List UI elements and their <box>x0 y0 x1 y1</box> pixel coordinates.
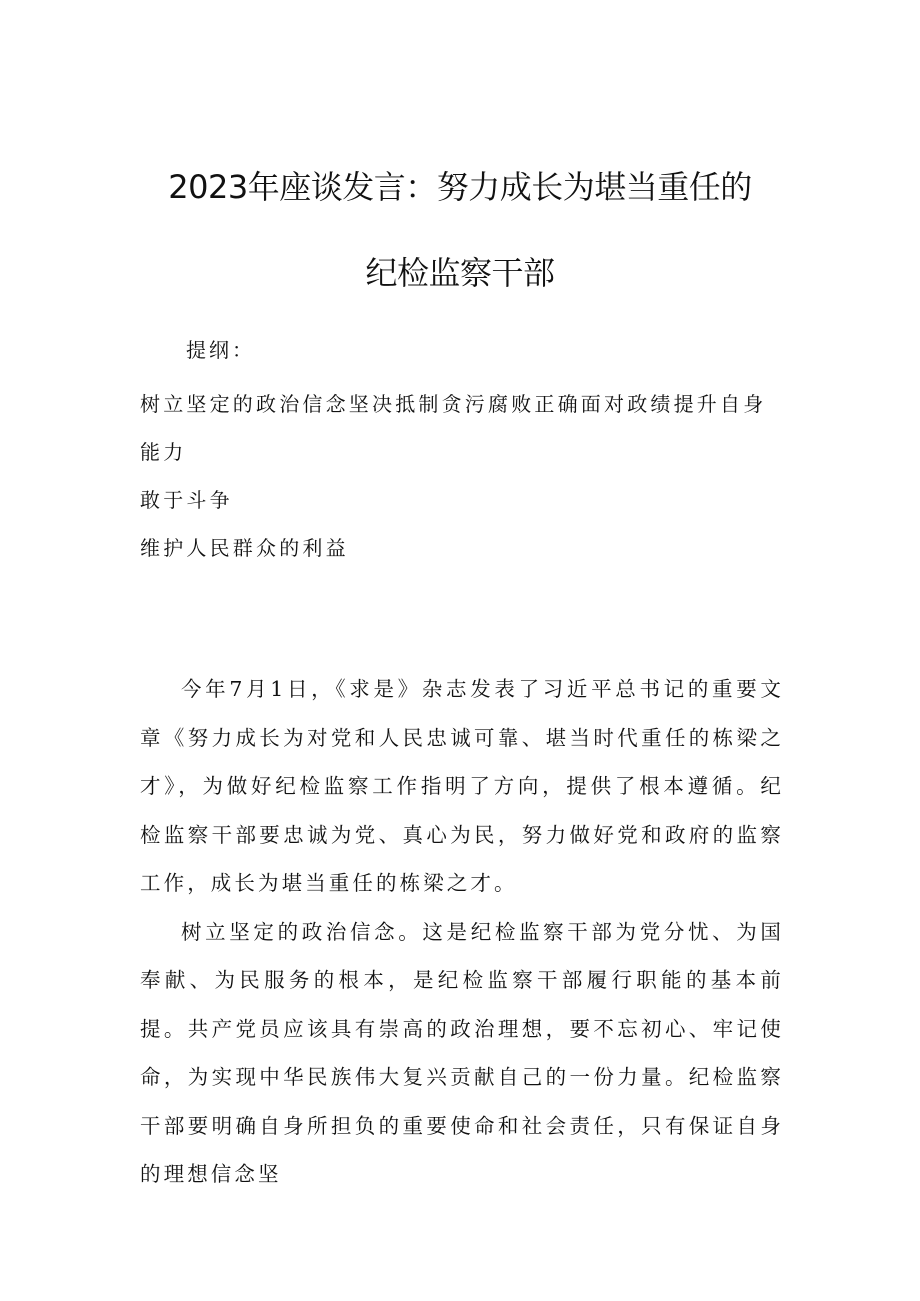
outline-item: 维护人民群众的利益 <box>140 536 349 560</box>
body-paragraph: 树立坚定的政治信念。这是纪检监察干部为党分忧、为国奉献、为民服务的根本，是纪检监察干部履行职能的基本前提。共产党员应该具有崇高的政治理想，要不忘初心、牢记使命，为实现中华民族伟大复兴贡献自己的一份力量。纪检监察干部要明确自身所担负的重要使命和社会责任，只有保证自身的理想信念坚 <box>140 919 784 1186</box>
outline-label: 提纲： <box>186 338 255 362</box>
document-body <box>140 665 784 1199</box>
outline-item: 树立坚定的政治信念坚决抵制贪污腐败正确面对政绩提升自身能力 <box>140 392 767 464</box>
outline-list <box>140 380 780 572</box>
outline-item: 敢于斗争 <box>140 488 233 512</box>
body-paragraph: 今年7月1日，《求是》杂志发表了习近平总书记的重要文章《努力成长为对党和人民忠诚可靠、堪当时代重任的栋梁之才》，为做好纪检监察工作指明了方向，提供了根本遵循。纪检监察干部要忠诚为党、真心为民，努力做好党和政府的监察工作，成长为堪当重任的栋梁之才。 <box>140 677 784 895</box>
document-title-line-1: 2023年座谈发言：努力成长为堪当重任的 <box>168 168 752 206</box>
document-title-line-2: 纪检监察干部 <box>365 254 555 292</box>
